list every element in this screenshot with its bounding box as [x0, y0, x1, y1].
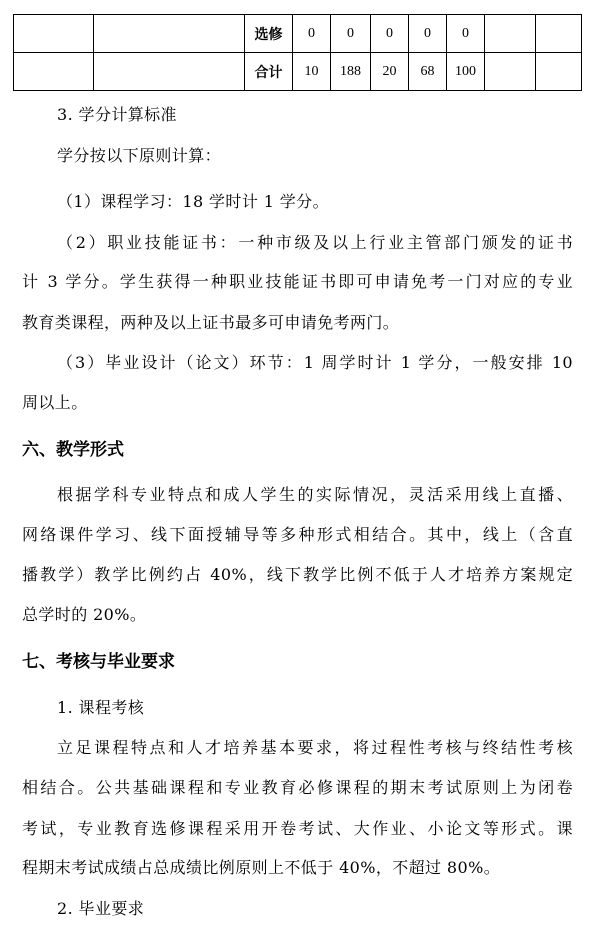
- section-3-title: 3. 学分计算标准: [57, 105, 177, 124]
- table-cell: 0: [409, 15, 447, 53]
- table-row: [14, 53, 582, 91]
- paragraph-line: （1）课程学习：18 学时计 1 学分。: [57, 192, 329, 211]
- subsection-title: 2. 毕业要求: [57, 899, 145, 918]
- row-label: 选修: [245, 15, 293, 53]
- paragraph-line: 相结合。公共基础课程和专业教育必修课程的期末考试原则上为闭卷: [22, 778, 573, 797]
- paragraph-line: 播教学）教学比例约占 40%，线下教学比例不低于人才培养方案规定: [22, 565, 573, 584]
- paragraph-line: 总学时的 20%。: [22, 605, 147, 624]
- row-label: 合计: [245, 53, 293, 91]
- paragraph-line: 学分按以下原则计算：: [57, 146, 222, 165]
- paragraph-line: 教育类课程，两种及以上证书最多可申请免考两门。: [22, 313, 400, 332]
- table-cell: 20: [371, 53, 409, 91]
- subsection-title: 1. 课程考核: [57, 698, 145, 717]
- table-cell: [536, 15, 582, 53]
- section-heading: 七、考核与毕业要求: [22, 652, 175, 672]
- paragraph-line: 程期末考试成绩占总成绩比例原则上不低于 40%，不超过 80%。: [22, 858, 501, 877]
- table-cell: 0: [293, 15, 331, 53]
- table-cell: 0: [371, 15, 409, 53]
- paragraph-line: 周以上。: [22, 393, 88, 412]
- paragraph-line: 考试，专业教育选修课程采用开卷考试、大作业、小论文等形式。课: [22, 819, 573, 838]
- table-row: [14, 15, 582, 53]
- table-cell: 10: [293, 53, 331, 91]
- paragraph-line: 根据学科专业特点和成人学生的实际情况，灵活采用线上直播、: [57, 485, 573, 504]
- table-cell: [536, 53, 582, 91]
- table-cell: 68: [409, 53, 447, 91]
- paragraph-line: （2）职业技能证书：一种市级及以上行业主管部门颁发的证书: [57, 233, 573, 252]
- section-heading: 六、教学形式: [22, 440, 124, 460]
- paragraph-line: 计 3 学分。学生获得一种职业技能证书即可申请免考一门对应的专业: [22, 272, 573, 291]
- paragraph-line: （3）毕业设计（论文）环节：1 周学时计 1 学分，一般安排 10: [57, 353, 573, 372]
- table-cell: [94, 53, 245, 91]
- table-cell: 0: [447, 15, 485, 53]
- credit-table: [13, 14, 582, 91]
- table-cell: [485, 15, 536, 53]
- table-cell: [485, 53, 536, 91]
- table-cell: [94, 15, 245, 53]
- table-cell: 0: [331, 15, 371, 53]
- paragraph-line: 立足课程特点和人才培养基本要求，将过程性考核与终结性考核: [57, 738, 573, 757]
- table-cell: 188: [331, 53, 371, 91]
- table-cell: [14, 15, 94, 53]
- table-cell: 100: [447, 53, 485, 91]
- table-cell: [14, 53, 94, 91]
- paragraph-line: 网络课件学习、线下面授辅导等多种形式相结合。其中，线上（含直: [22, 525, 573, 544]
